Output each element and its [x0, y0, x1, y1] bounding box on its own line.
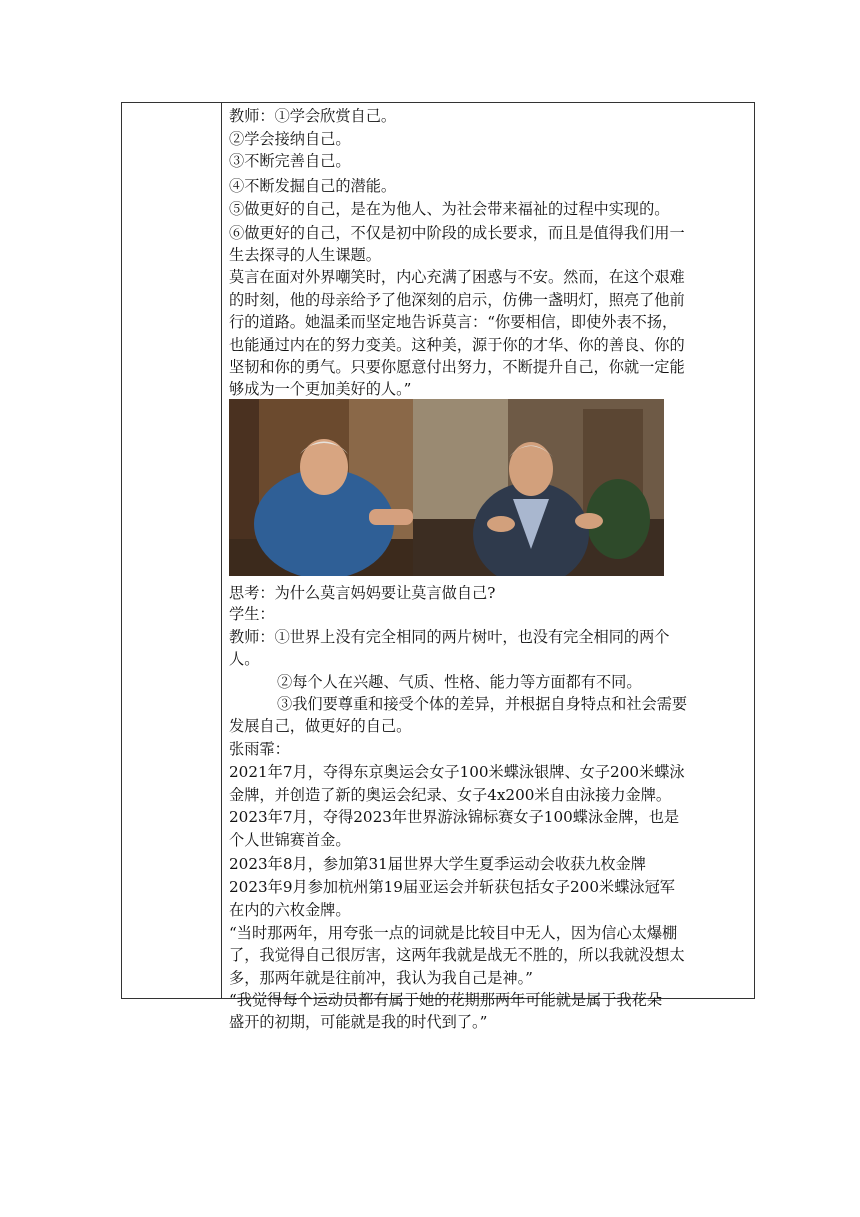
text-line: ③不断完善自己。: [229, 152, 351, 170]
text-line: ④不断发掘自己的潜能。: [229, 177, 397, 195]
text-line: 在内的六枚金牌。: [229, 901, 351, 919]
text-line: 发展自己，做更好的自己。: [229, 717, 412, 735]
text-line: 2023年8月，参加第31届世界大学生夏季运动会收获九枚金牌: [229, 855, 646, 873]
text-line: 多，那两年就是往前冲，我认为我自己是神。”: [229, 969, 533, 987]
text-line: 盛开的初期，可能就是我的时代到了。”: [229, 1013, 488, 1031]
text-line: 了，我觉得自己很厉害，这两年我就是战无不胜的，所以我就没想太: [229, 946, 685, 964]
text-line: 张雨霏：: [229, 740, 290, 758]
text-line: 够成为一个更加美好的人。”: [229, 380, 412, 398]
text-line: 2021年7月，夺得东京奥运会女子100米蝶泳银牌、女子200米蝶泳: [229, 763, 685, 781]
text-line: “当时那两年，用夸张一点的词就是比较目中无人，因为信心太爆棚: [229, 924, 678, 942]
text-line: 人。: [229, 650, 260, 668]
text-line: 个人世锦赛首金。: [229, 831, 351, 849]
text-line: 坚韧和你的勇气。只要你愿意付出努力，不断提升自己，你就一定能: [229, 358, 685, 376]
text-line: 行的道路。她温柔而坚定地告诉莫言：“你要相信，即使外表不扬，: [229, 313, 678, 331]
text-line: ②学会接纳自己。: [229, 130, 351, 148]
lesson-table: [121, 102, 755, 1031]
mo-yan-photo-left: [229, 399, 413, 576]
mo-yan-photo-right: [413, 399, 664, 576]
text-line: 思考：为什么莫言妈妈要让莫言做自己?: [229, 584, 496, 602]
text-line: 2023年9月参加杭州第19届亚运会并斩获包括女子200米蝶泳冠军: [229, 878, 675, 896]
text-line: ⑤做更好的自己，是在为他人、为社会带来福祉的过程中实现的。: [229, 200, 670, 218]
text-line: ②每个人在兴趣、气质、性格、能力等方面都有不同。: [277, 673, 642, 691]
text-line: 教师：①世界上没有完全相同的两片树叶，也没有完全相同的两个: [229, 628, 670, 646]
column-divider: [221, 103, 222, 998]
text-line: 生去探寻的人生课题。: [229, 246, 381, 264]
text-line: “我觉得每个运动员都有属于她的花期那两年可能就是属于我花朵: [229, 991, 663, 1009]
text-line: ⑥做更好的自己，不仅是初中阶段的成长要求，而且是值得我们用一: [229, 224, 685, 242]
text-line: 的时刻，他的母亲给予了他深刻的启示，仿佛一盏明灯，照亮了他前: [229, 291, 685, 309]
text-line: 教师：①学会欣赏自己。: [229, 107, 397, 125]
text-line: 也能通过内在的努力变美。这种美，源于你的才华、你的善良、你的: [229, 336, 685, 354]
text-line: 金牌，并创造了新的奥运会纪录、女子4x200米自由泳接力金牌。: [229, 786, 672, 804]
text-line: 莫言在面对外界嘲笑时，内心充满了困惑与不安。然而，在这个艰难: [229, 268, 685, 286]
text-line: 学生：: [229, 605, 275, 623]
text-line: ③我们要尊重和接受个体的差异，并根据自身特点和社会需要: [277, 695, 688, 713]
text-line: 2023年7月，夺得2023年世界游泳锦标赛女子100蝶泳金牌，也是: [229, 808, 680, 826]
